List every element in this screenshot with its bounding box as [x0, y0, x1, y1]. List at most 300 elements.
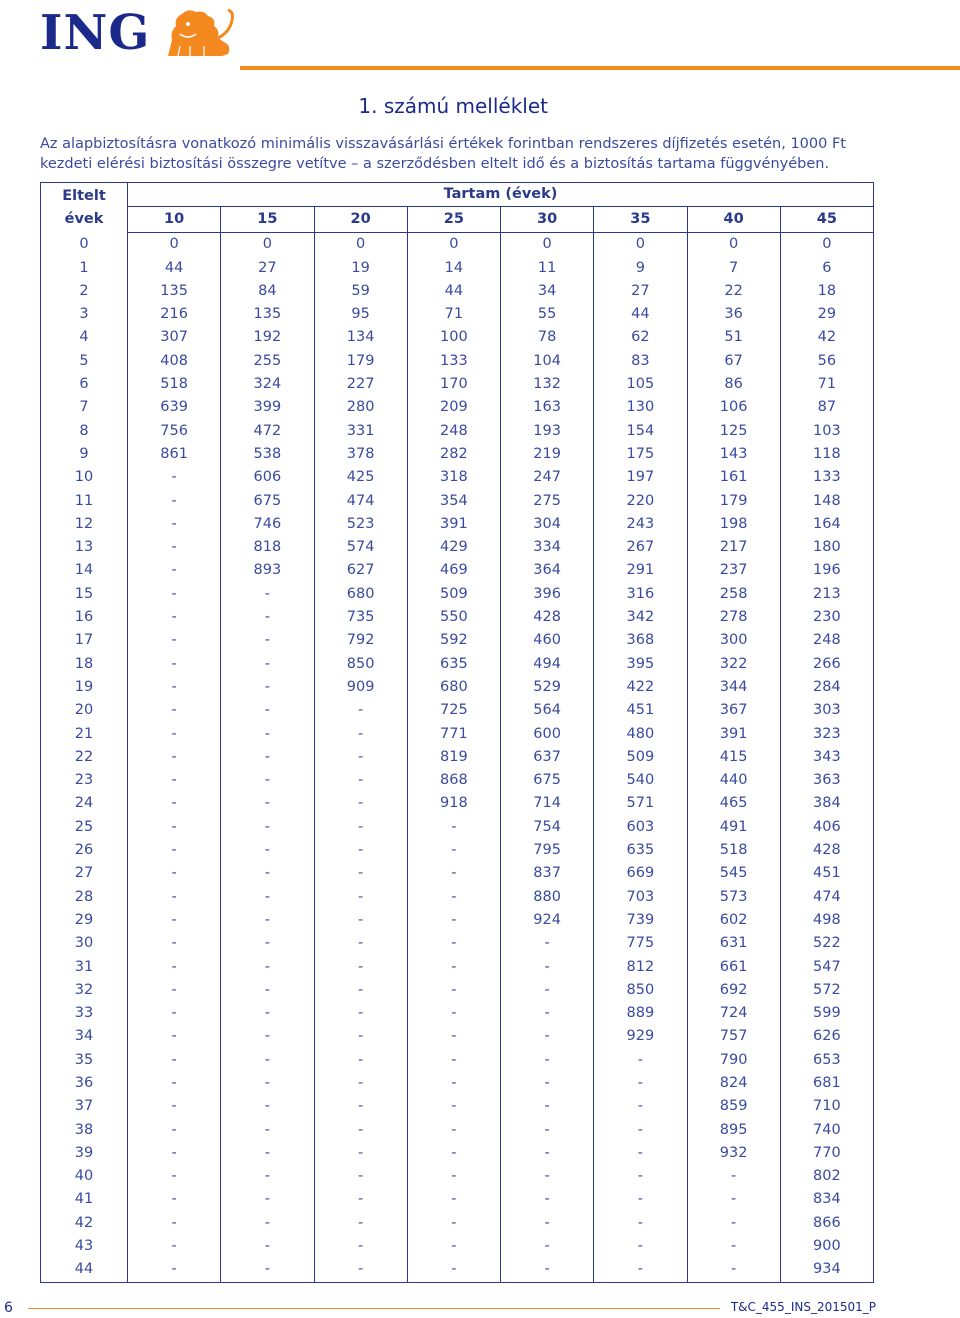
value-cell: 125 [687, 420, 780, 443]
value-cell: 626 [780, 1025, 873, 1048]
value-cell: 509 [594, 746, 687, 769]
value-cell: 909 [314, 676, 407, 699]
value-cell: 56 [780, 350, 873, 373]
value-cell: 134 [314, 326, 407, 349]
value-cell: 0 [314, 233, 407, 257]
value-cell: - [128, 816, 221, 839]
value-cell: 280 [314, 396, 407, 419]
value-cell: 27 [221, 257, 314, 280]
elapsed-year-cell: 42 [41, 1212, 128, 1235]
table-row [41, 1212, 874, 1235]
value-cell: 344 [687, 676, 780, 699]
elapsed-year-cell: 27 [41, 862, 128, 885]
page-number: 6 [4, 1300, 13, 1316]
table-row [41, 723, 874, 746]
elapsed-year-cell: 8 [41, 420, 128, 443]
table-row [41, 373, 874, 396]
value-cell: 675 [501, 769, 594, 792]
value-cell: - [221, 1119, 314, 1142]
value-cell: 27 [594, 280, 687, 303]
value-cell: - [314, 1188, 407, 1211]
value-cell: - [128, 559, 221, 582]
value-cell: 451 [780, 862, 873, 885]
value-cell: 880 [501, 886, 594, 909]
elapsed-year-cell: 9 [41, 443, 128, 466]
value-cell: 529 [501, 676, 594, 699]
value-cell: - [314, 979, 407, 1002]
value-cell: 130 [594, 396, 687, 419]
value-cell: - [221, 979, 314, 1002]
value-cell: 680 [314, 583, 407, 606]
value-cell: 739 [594, 909, 687, 932]
value-cell: - [128, 653, 221, 676]
value-cell: - [314, 1165, 407, 1188]
value-cell: - [501, 1212, 594, 1235]
value-cell: - [314, 909, 407, 932]
value-cell: 572 [780, 979, 873, 1002]
value-cell: - [407, 1142, 500, 1165]
surrender-value-table [40, 182, 874, 1283]
elapsed-years-header: Eltelt évek [41, 183, 128, 233]
table-row [41, 1235, 874, 1258]
table-row [41, 979, 874, 1002]
value-cell: 746 [221, 513, 314, 536]
value-cell: - [594, 1119, 687, 1142]
value-cell: - [128, 629, 221, 652]
value-cell: - [221, 769, 314, 792]
value-cell: 364 [501, 559, 594, 582]
value-cell: 164 [780, 513, 873, 536]
value-cell: 603 [594, 816, 687, 839]
value-cell: 710 [780, 1095, 873, 1118]
value-cell: - [501, 1235, 594, 1258]
elapsed-year-cell: 7 [41, 396, 128, 419]
value-cell: 425 [314, 466, 407, 489]
value-cell: 196 [780, 559, 873, 582]
value-cell: 859 [687, 1095, 780, 1118]
value-cell: 850 [594, 979, 687, 1002]
value-cell: 474 [780, 886, 873, 909]
value-cell: 635 [594, 839, 687, 862]
value-cell: - [407, 1165, 500, 1188]
value-cell: 564 [501, 699, 594, 722]
value-cell: 71 [407, 303, 500, 326]
value-cell: - [221, 816, 314, 839]
value-cell: 14 [407, 257, 500, 280]
value-cell: 924 [501, 909, 594, 932]
value-cell: - [128, 1095, 221, 1118]
value-cell: 518 [687, 839, 780, 862]
value-cell: 291 [594, 559, 687, 582]
table-row [41, 1165, 874, 1188]
value-cell: - [221, 862, 314, 885]
value-cell: - [221, 1212, 314, 1235]
value-cell: 266 [780, 653, 873, 676]
value-cell: 282 [407, 443, 500, 466]
value-cell: - [128, 466, 221, 489]
value-cell: 384 [780, 792, 873, 815]
value-cell: - [221, 1049, 314, 1072]
value-cell: 316 [594, 583, 687, 606]
value-cell: - [501, 1165, 594, 1188]
value-cell: 494 [501, 653, 594, 676]
header-divider [240, 66, 960, 70]
value-cell: - [314, 1072, 407, 1095]
elapsed-year-cell: 24 [41, 792, 128, 815]
value-cell: 51 [687, 326, 780, 349]
value-cell: - [314, 699, 407, 722]
table-row [41, 769, 874, 792]
table-row [41, 420, 874, 443]
elapsed-year-cell: 5 [41, 350, 128, 373]
value-cell: 756 [128, 420, 221, 443]
value-cell: 275 [501, 490, 594, 513]
value-cell: - [314, 886, 407, 909]
value-cell: 95 [314, 303, 407, 326]
value-cell: 775 [594, 932, 687, 955]
value-cell: 300 [687, 629, 780, 652]
value-cell: 118 [780, 443, 873, 466]
value-cell: - [128, 1025, 221, 1048]
table-row [41, 1142, 874, 1165]
value-cell: - [407, 886, 500, 909]
value-cell: 653 [780, 1049, 873, 1072]
value-cell: 179 [687, 490, 780, 513]
value-cell: 104 [501, 350, 594, 373]
value-cell: - [128, 583, 221, 606]
value-cell: 161 [687, 466, 780, 489]
elapsed-year-cell: 16 [41, 606, 128, 629]
value-cell: - [407, 1025, 500, 1048]
value-cell: 0 [128, 233, 221, 257]
elapsed-year-cell: 18 [41, 653, 128, 676]
elapsed-year-cell: 31 [41, 956, 128, 979]
value-cell: 692 [687, 979, 780, 1002]
value-cell: - [128, 606, 221, 629]
value-cell: - [407, 979, 500, 1002]
elapsed-year-cell: 39 [41, 1142, 128, 1165]
value-cell: - [407, 932, 500, 955]
value-cell: 67 [687, 350, 780, 373]
table-row [41, 583, 874, 606]
value-cell: - [128, 536, 221, 559]
elapsed-year-cell: 34 [41, 1025, 128, 1048]
table-row [41, 676, 874, 699]
value-cell: 600 [501, 723, 594, 746]
value-cell: 342 [594, 606, 687, 629]
value-cell: - [407, 1072, 500, 1095]
value-cell: 9 [594, 257, 687, 280]
value-cell: - [314, 1212, 407, 1235]
value-cell: 84 [221, 280, 314, 303]
value-cell: - [501, 1258, 594, 1282]
value-cell: 934 [780, 1258, 873, 1282]
value-cell: 175 [594, 443, 687, 466]
value-cell: 135 [221, 303, 314, 326]
value-cell: - [501, 932, 594, 955]
table-row [41, 326, 874, 349]
value-cell: 428 [780, 839, 873, 862]
value-cell: 866 [780, 1212, 873, 1235]
value-cell: - [128, 723, 221, 746]
value-cell: 44 [407, 280, 500, 303]
value-cell: 429 [407, 536, 500, 559]
value-cell: - [221, 629, 314, 652]
table-row [41, 490, 874, 513]
value-cell: - [221, 839, 314, 862]
elapsed-year-cell: 28 [41, 886, 128, 909]
term-column-header: 40 [687, 207, 780, 233]
value-cell: - [314, 1235, 407, 1258]
elapsed-year-cell: 29 [41, 909, 128, 932]
value-cell: 103 [780, 420, 873, 443]
value-cell: 106 [687, 396, 780, 419]
value-cell: - [128, 1165, 221, 1188]
table-row [41, 909, 874, 932]
value-cell: 22 [687, 280, 780, 303]
value-cell: - [314, 1025, 407, 1048]
value-cell: - [221, 699, 314, 722]
value-cell: - [501, 1072, 594, 1095]
value-cell: 0 [780, 233, 873, 257]
term-column-header: 45 [780, 207, 873, 233]
value-cell: - [128, 1235, 221, 1258]
value-cell: 6 [780, 257, 873, 280]
value-cell: 7 [687, 257, 780, 280]
value-cell: 929 [594, 1025, 687, 1048]
table-row [41, 280, 874, 303]
term-column-header: 25 [407, 207, 500, 233]
value-cell: 267 [594, 536, 687, 559]
value-cell: - [128, 746, 221, 769]
value-cell: 592 [407, 629, 500, 652]
elapsed-year-cell: 15 [41, 583, 128, 606]
table-row [41, 350, 874, 373]
value-cell: 227 [314, 373, 407, 396]
value-cell: - [221, 1165, 314, 1188]
value-cell: 220 [594, 490, 687, 513]
value-cell: - [594, 1188, 687, 1211]
value-cell: 498 [780, 909, 873, 932]
value-cell: - [221, 1235, 314, 1258]
value-cell: 540 [594, 769, 687, 792]
value-cell: - [128, 909, 221, 932]
elapsed-year-cell: 4 [41, 326, 128, 349]
value-cell: 44 [594, 303, 687, 326]
elapsed-year-cell: 25 [41, 816, 128, 839]
value-cell: 573 [687, 886, 780, 909]
table-row [41, 1119, 874, 1142]
value-cell: - [501, 1002, 594, 1025]
value-cell: 795 [501, 839, 594, 862]
value-cell: - [221, 932, 314, 955]
value-cell: 59 [314, 280, 407, 303]
value-cell: 378 [314, 443, 407, 466]
value-cell: - [687, 1165, 780, 1188]
value-cell: 78 [501, 326, 594, 349]
value-cell: - [221, 909, 314, 932]
value-cell: - [314, 1095, 407, 1118]
value-cell: - [128, 1119, 221, 1142]
value-cell: 571 [594, 792, 687, 815]
value-cell: - [221, 1188, 314, 1211]
value-cell: 451 [594, 699, 687, 722]
value-cell: 216 [128, 303, 221, 326]
value-cell: 248 [780, 629, 873, 652]
value-cell: 889 [594, 1002, 687, 1025]
elapsed-year-cell: 22 [41, 746, 128, 769]
value-cell: 198 [687, 513, 780, 536]
intro-paragraph: Az alapbiztosításra vonatkozó minimális visszavásárlási értékek forintban rendszeres díjfizetés esetén, 1000 Ft kezdeti elérési biztosítási összegre vetítve – a szerződésben eltelt idő és a biztosítás tartama függvényében. [40, 136, 846, 172]
value-cell: 209 [407, 396, 500, 419]
value-cell: - [221, 653, 314, 676]
table-row [41, 886, 874, 909]
value-cell: 324 [221, 373, 314, 396]
value-cell: 44 [128, 257, 221, 280]
document-code: T&C_455_INS_201501_P [730, 1300, 876, 1314]
value-cell: 42 [780, 326, 873, 349]
table-row [41, 1095, 874, 1118]
value-cell: - [407, 1235, 500, 1258]
value-cell: 0 [407, 233, 500, 257]
table-row [41, 699, 874, 722]
value-cell: - [314, 932, 407, 955]
table-row [41, 257, 874, 280]
value-cell: 509 [407, 583, 500, 606]
value-cell: 735 [314, 606, 407, 629]
value-cell: - [407, 1002, 500, 1025]
value-cell: 323 [780, 723, 873, 746]
elapsed-year-cell: 41 [41, 1188, 128, 1211]
value-cell: - [594, 1258, 687, 1282]
table-row [41, 1049, 874, 1072]
elapsed-year-cell: 3 [41, 303, 128, 326]
value-cell: - [407, 1188, 500, 1211]
value-cell: 230 [780, 606, 873, 629]
value-cell: 518 [128, 373, 221, 396]
value-cell: - [221, 606, 314, 629]
value-cell: 599 [780, 1002, 873, 1025]
value-cell: 714 [501, 792, 594, 815]
table-row [41, 746, 874, 769]
value-cell: - [128, 490, 221, 513]
value-cell: - [314, 956, 407, 979]
value-cell: - [594, 1235, 687, 1258]
term-column-header: 15 [221, 207, 314, 233]
value-cell: 237 [687, 559, 780, 582]
value-cell: - [501, 1095, 594, 1118]
value-cell: - [501, 1119, 594, 1142]
value-cell: 818 [221, 536, 314, 559]
value-cell: - [314, 862, 407, 885]
value-cell: 284 [780, 676, 873, 699]
value-cell: 469 [407, 559, 500, 582]
value-cell: 0 [221, 233, 314, 257]
value-cell: - [687, 1235, 780, 1258]
value-cell: - [221, 792, 314, 815]
value-cell: - [687, 1188, 780, 1211]
value-cell: - [128, 886, 221, 909]
value-cell: 179 [314, 350, 407, 373]
value-cell: - [128, 1002, 221, 1025]
elapsed-year-cell: 6 [41, 373, 128, 396]
page-title: 1. számú melléklet [358, 94, 548, 118]
value-cell: 900 [780, 1235, 873, 1258]
value-cell: 725 [407, 699, 500, 722]
value-cell: - [128, 1072, 221, 1095]
value-cell: 523 [314, 513, 407, 536]
value-cell: 661 [687, 956, 780, 979]
elapsed-year-cell: 40 [41, 1165, 128, 1188]
value-cell: 34 [501, 280, 594, 303]
value-cell: 100 [407, 326, 500, 349]
table-row [41, 559, 874, 582]
value-cell: 307 [128, 326, 221, 349]
value-cell: 703 [594, 886, 687, 909]
value-cell: 895 [687, 1119, 780, 1142]
value-cell: - [128, 1049, 221, 1072]
value-cell: 197 [594, 466, 687, 489]
value-cell: - [407, 1095, 500, 1118]
value-cell: 83 [594, 350, 687, 373]
value-cell: 36 [687, 303, 780, 326]
value-cell: 318 [407, 466, 500, 489]
value-cell: - [687, 1258, 780, 1282]
value-cell: 143 [687, 443, 780, 466]
value-cell: 399 [221, 396, 314, 419]
value-cell: 396 [501, 583, 594, 606]
value-cell: 163 [501, 396, 594, 419]
value-cell: 367 [687, 699, 780, 722]
value-cell: 304 [501, 513, 594, 536]
value-cell: 415 [687, 746, 780, 769]
elapsed-year-cell: 21 [41, 723, 128, 746]
table-row [41, 443, 874, 466]
value-cell: - [221, 723, 314, 746]
value-cell: 757 [687, 1025, 780, 1048]
elapsed-year-cell: 33 [41, 1002, 128, 1025]
value-cell: - [314, 1119, 407, 1142]
value-cell: 217 [687, 536, 780, 559]
elapsed-year-cell: 35 [41, 1049, 128, 1072]
value-cell: 243 [594, 513, 687, 536]
elapsed-year-cell: 11 [41, 490, 128, 513]
value-cell: 105 [594, 373, 687, 396]
elapsed-year-cell: 20 [41, 699, 128, 722]
table-row [41, 956, 874, 979]
value-cell: 391 [687, 723, 780, 746]
table-body [41, 233, 874, 1282]
value-cell: - [221, 1258, 314, 1282]
table-row [41, 1002, 874, 1025]
value-cell: 18 [780, 280, 873, 303]
elapsed-year-cell: 38 [41, 1119, 128, 1142]
value-cell: 255 [221, 350, 314, 373]
value-cell: 19 [314, 257, 407, 280]
value-cell: 0 [501, 233, 594, 257]
value-cell: - [128, 862, 221, 885]
value-cell: - [407, 839, 500, 862]
value-cell: 545 [687, 862, 780, 885]
table-row [41, 1188, 874, 1211]
value-cell: - [501, 1142, 594, 1165]
value-cell: 248 [407, 420, 500, 443]
value-cell: 491 [687, 816, 780, 839]
value-cell: - [407, 956, 500, 979]
value-cell: 868 [407, 769, 500, 792]
footer-divider [28, 1308, 720, 1309]
value-cell: 837 [501, 862, 594, 885]
